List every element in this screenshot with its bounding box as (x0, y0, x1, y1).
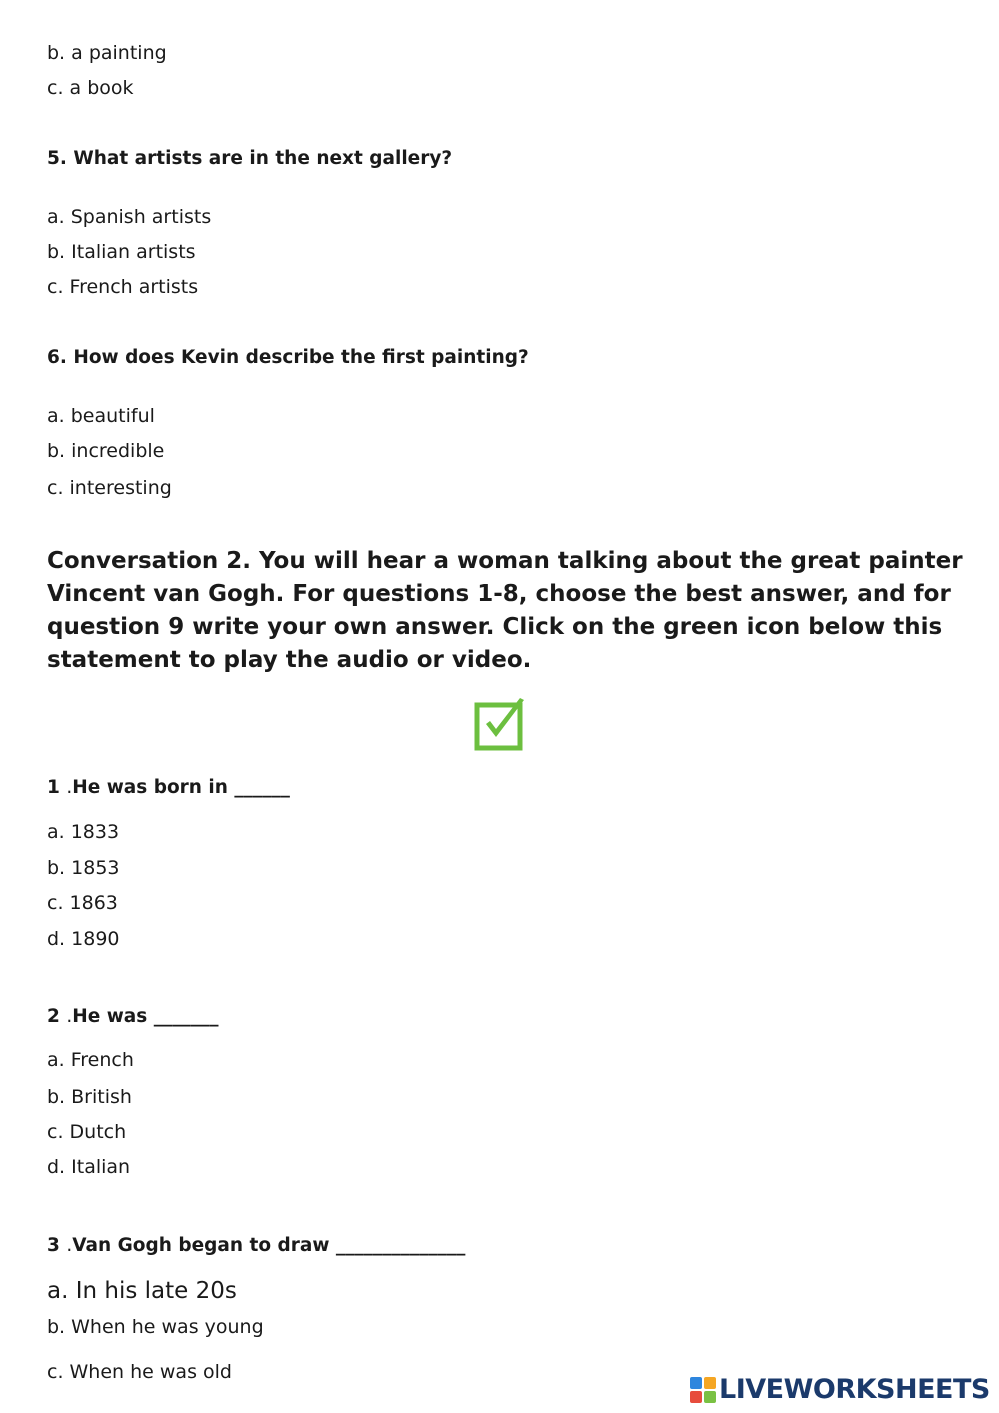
question-number: 3 (47, 1235, 60, 1256)
q6-option-a[interactable]: a. beautiful (47, 405, 155, 427)
question-5: 5. What artists are in the next gallery? (47, 148, 453, 169)
question-text: He was _______ (72, 1006, 219, 1027)
question-1 (47, 776, 290, 800)
option-c-book[interactable]: c. a book (47, 77, 134, 99)
logo-text: LIVEWORKSHEETS (719, 1374, 990, 1405)
q2-option-c[interactable]: c. Dutch (47, 1121, 127, 1143)
question-3 (47, 1234, 465, 1258)
q1-option-c[interactable]: c. 1863 (47, 892, 118, 914)
question-dot: . (66, 777, 73, 798)
intro-line: Conversation 2. You will hear a woman talking about the great painter (47, 548, 963, 574)
liveworksheets-logo (690, 1374, 990, 1406)
q5-option-b[interactable]: b. Italian artists (47, 241, 196, 263)
q3-option-a[interactable]: a. In his late 20s (47, 1278, 237, 1304)
q1-option-b[interactable]: b. 1853 (47, 857, 120, 879)
question-number: 2 (47, 1006, 60, 1027)
liveworksheets-logo-icon (690, 1376, 716, 1404)
question-number: 1 (47, 777, 60, 798)
question-text: He was born in ______ (72, 777, 290, 798)
q5-option-a[interactable]: a. Spanish artists (47, 206, 212, 228)
green-checkbox-icon[interactable] (474, 697, 528, 751)
question-dot: . (66, 1006, 73, 1027)
question-dot: . (66, 1235, 73, 1256)
q3-option-c[interactable]: c. When he was old (47, 1361, 232, 1383)
q1-option-d[interactable]: d. 1890 (47, 928, 120, 950)
question-2 (47, 1005, 218, 1029)
question-text: Van Gogh began to draw ______________ (72, 1235, 466, 1256)
q2-option-a[interactable]: a. French (47, 1049, 134, 1071)
intro-line: statement to play the audio or video. (47, 647, 532, 673)
q2-option-d[interactable]: d. Italian (47, 1156, 131, 1178)
q6-option-c[interactable]: c. interesting (47, 477, 172, 499)
q5-option-c[interactable]: c. French artists (47, 276, 199, 298)
q1-option-a[interactable]: a. 1833 (47, 821, 120, 843)
question-6: 6. How does Kevin describe the first painting? (47, 347, 529, 368)
q3-option-b[interactable]: b. When he was young (47, 1316, 264, 1338)
intro-line: question 9 write your own answer. Click on the green icon below this (47, 614, 943, 640)
option-b-painting[interactable]: b. a painting (47, 42, 167, 64)
intro-line: Vincent van Gogh. For questions 1-8, choose the best answer, and for (47, 581, 951, 607)
q2-option-b[interactable]: b. British (47, 1086, 132, 1108)
conversation-2-instructions (47, 545, 963, 677)
q6-option-b[interactable]: b. incredible (47, 440, 165, 462)
